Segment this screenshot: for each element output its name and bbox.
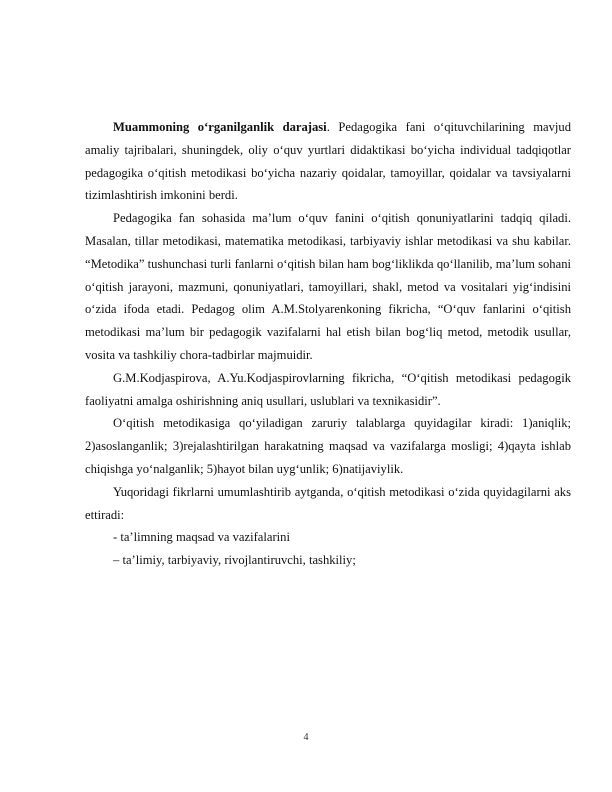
paragraph-3: G.M.Kodjaspirova, A.Yu.Kodjaspirovlarning fikricha, “O‘qitish metodikasi pedagogik faoliyatni amalga oshirishning aniq usullari, uslublari va texnikasidir”. (85, 370, 571, 408)
list-item: - ta’limning maqsad va vazifalarini (113, 530, 290, 545)
section-lead: Muammoning o‘rganilganlik darajasi (113, 120, 327, 134)
paragraph-5: Yuqoridagi fikrlarni umumlashtirib aytganda, o‘qitish metodikasi o‘zida quyidagilarni aks ettiradi: (85, 484, 571, 522)
paragraph-1 (85, 116, 571, 207)
paragraph-1-text: . Pedagogika fani o‘qituvchilarining mavjud amaliy tajribalari, shuningdek, oliy o‘quv yurtlari didaktikasi bo‘yicha individual tadqiqotlar pedagogika o‘qitish metodikasi bo‘yicha nazariy qoidalar, tamoyillar, qoidalar va tavsiyalarni tizimlashtirish imkonini berdi. (85, 120, 571, 203)
page-number: 4 (303, 732, 309, 743)
body-text (85, 116, 571, 572)
paragraph-4: O‘qitish metodikasiga qo‘yiladigan zaruriy talablarga quyidagilar kiradi: 1)aniqlik; 2)asoslanganlik; 3)rejalashtirilgan harakatning maqsad va vazifalarga mosligi; 4)qayta ishlab chiqishga yo‘nalganlik; 5)hayot bilan uyg‘unlik; 6)natijaviylik. (85, 416, 571, 476)
list-item: – ta’limiy, tarbiyaviy, rivojlantiruvchi, tashkiliy; (113, 553, 356, 568)
paragraph-2: Pedagogika fan sohasida ma’lum o‘quv fanini o‘qitish qonuniyatlarini tadqiq qiladi. Masalan, tillar metodikasi, matematika metodikasi, tarbiyaviy ishlar metodikasi va shu kabilar. “Metodika” tushunchasi turli fanlarni o‘qitish bilan ham bog‘liklikda qo‘llanilib, ma’lum sohani o‘qitish jarayoni, mazmuni, qonuniyatlari, tamoyillari, shakl, metod va vositalari yig‘indisini o‘zida ifoda etadi. Pedagog olim A.M.Stolyarenkoning fikricha, “O‘quv fanlarini o‘qitish metodikasi ma’lum bir pedagogik vazifalarni hal etish bilan bog‘liq metod, metodik usullar, vosita va tashkiliy chora-tadbirlar majmuidir. (85, 211, 571, 362)
